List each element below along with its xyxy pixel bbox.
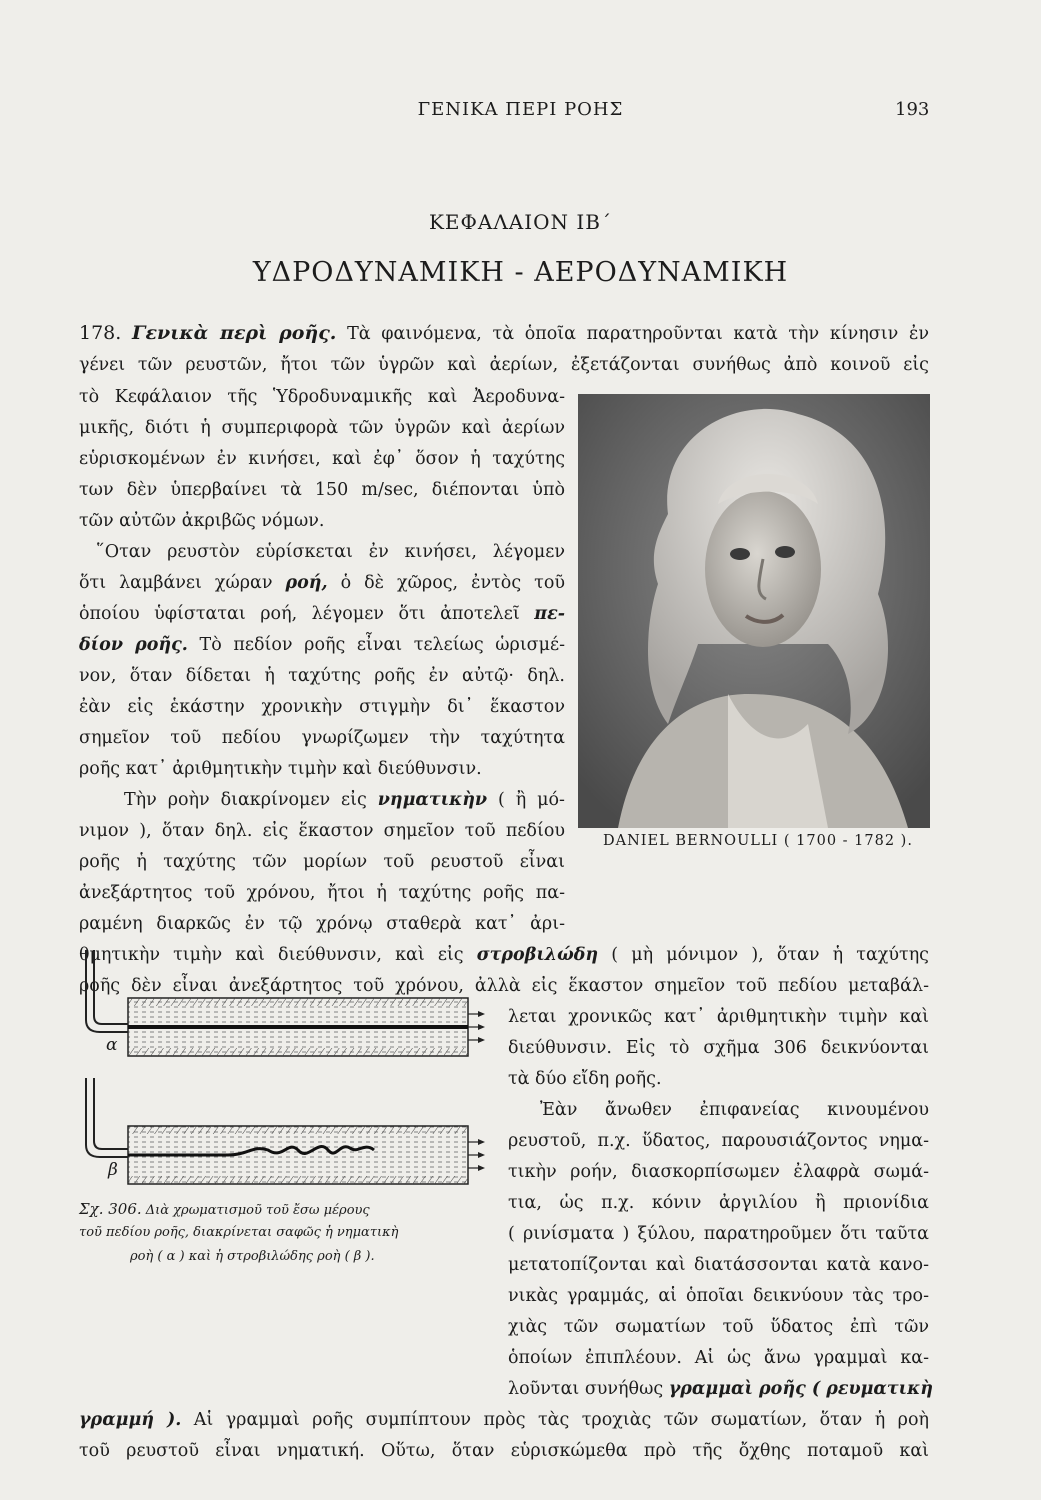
text-line: ρευστοῦ, π.χ. ὕδατος, παρουσιάζοντος νημα- bbox=[508, 1131, 929, 1151]
text-line: τοῦ ρευστοῦ εἶναι νηματική. Οὕτω, ὅταν εὑρισκώμεθα πρὸ τῆς ὄχθης ποταμοῦ καὶ bbox=[79, 1441, 929, 1461]
figure-306 bbox=[78, 950, 498, 1190]
portrait-caption-name: DANIEL BERNOULLI bbox=[603, 833, 779, 849]
text-span: θμητικὴν τιμὴν καὶ διεύθυνσιν, καὶ εἰς bbox=[79, 945, 464, 965]
text-line bbox=[508, 1374, 933, 1404]
text-line: νον, ὅταν δίδεται ἡ ταχύτης ροῆς ἐν αὐτῷ· δηλ. bbox=[79, 666, 565, 686]
figure-caption-number: Σχ. 306. bbox=[79, 1200, 142, 1218]
text-line: των δὲν ὑπερβαίνει τὰ 150 m/sec, διέπονται ὑπὸ bbox=[79, 480, 565, 500]
term-nimatiki: νηματικὴν bbox=[377, 790, 488, 810]
chapter-title: ΥΔΡΟΔΥΝΑΜΙΚΗ - ΑΕΡΟΔΥΝΑΜΙΚΗ bbox=[252, 257, 789, 288]
section-number: 178. bbox=[79, 322, 122, 344]
page-number: 193 bbox=[895, 99, 930, 120]
section-heading: Γενικὰ περὶ ροῆς. bbox=[132, 322, 337, 344]
text-span: λοῦνται συνήθως bbox=[508, 1379, 664, 1399]
term-pedion-part1: πε- bbox=[534, 604, 565, 624]
portrait-drawing bbox=[578, 394, 930, 828]
portrait-caption-years: ( 1700 - 1782 ). bbox=[783, 833, 913, 849]
flow-diagram bbox=[78, 950, 498, 1190]
figure-caption-text: Διὰ χρωματισμοῦ τοῦ ἔσω μέρους bbox=[145, 1203, 370, 1218]
text-line: ἀνεξάρτητος τοῦ χρόνου, ἤτοι ἡ ταχύτης ροῆς πα- bbox=[79, 883, 565, 903]
text-span: ὅτι λαμβάνει χώραν bbox=[79, 573, 273, 593]
text-line: μικῆς, διότι ἡ συμπεριφορὰ τῶν ὑγρῶν καὶ ἀερίων bbox=[79, 418, 565, 438]
figure-label-a: α bbox=[106, 1035, 118, 1055]
text-line: διεύθυνσιν. Εἰς τὸ σχῆμα 306 δεικνύονται bbox=[508, 1038, 929, 1058]
figure-label-b: β bbox=[108, 1160, 118, 1180]
text-span: Τὴν ροὴν διακρίνομεν εἰς bbox=[124, 790, 367, 810]
text-line: τῶν αὐτῶν ἀκριβῶς νόμων. bbox=[79, 511, 325, 531]
text-line: ροῆς δὲν εἶναι ἀνεξάρτητος τοῦ χρόνου, ἀλλὰ εἰς ἕκαστον σημεῖον τοῦ πεδίου μεταβάλ- bbox=[79, 976, 929, 996]
text-span: Αἱ γραμμαὶ ροῆς συμπίπτουν πρὸς τὰς τροχιὰς τῶν σωματίων, ὅταν ἡ ροὴ bbox=[193, 1410, 929, 1430]
text-span: ὁ δὲ χῶρος, ἐντὸς τοῦ bbox=[340, 573, 565, 593]
chapter-label: ΚΕΦΑΛΑΙΟΝ ΙΒ΄ bbox=[428, 210, 613, 234]
portrait-caption bbox=[603, 833, 913, 849]
text-line: ( ρινίσματα ) ξύλου, παρατηροῦμεν ὅτι ταῦτα bbox=[508, 1224, 929, 1244]
term-strovilodi: στροβιλώδη bbox=[476, 945, 599, 965]
term-roi: ροή, bbox=[285, 573, 328, 593]
text-line: νικὰς γραμμάς, αἱ ὁποῖαι δεικνύουν τὰς τρο- bbox=[508, 1286, 929, 1306]
text-line bbox=[124, 785, 565, 815]
text-line: ροῆς ἡ ταχύτης τῶν μορίων τοῦ ρευστοῦ εἶναι bbox=[79, 852, 565, 872]
text-line: τὰ δύο εἴδη ροῆς. bbox=[508, 1069, 662, 1089]
term-pedion-part2: δίον ροῆς. bbox=[79, 635, 188, 655]
text-span: ὁποίου ὑφίσταται ροή, λέγομεν ὅτι ἀποτελεῖ bbox=[79, 604, 520, 624]
text-line: τὸ Κεφάλαιον τῆς Ὑδροδυναμικῆς καὶ Ἀεροδυνα- bbox=[79, 387, 565, 407]
figure-caption-line1 bbox=[79, 1200, 370, 1218]
figure-caption-line3: ροὴ ( α ) καὶ ἡ στροβιλώδης ροὴ ( β ). bbox=[130, 1249, 375, 1264]
text-line: λεται χρονικῶς κατ᾽ ἀριθμητικὴν τιμὴν καὶ bbox=[508, 1007, 929, 1027]
text-line: τικὴν ροήν, διασκορπίσωμεν ἐλαφρὰ σωμά- bbox=[508, 1162, 929, 1182]
text-line: ραμένη διαρκῶς ἐν τῷ χρόνῳ σταθερὰ κατ᾽ ἀρι- bbox=[79, 914, 565, 934]
term-rematiki-grammi: γραμμή ). bbox=[79, 1410, 182, 1430]
term-grammai-rois: γραμμαὶ ροῆς ( ρευματικὴ bbox=[668, 1379, 933, 1399]
text-line: μετατοπίζονται καὶ διατάσσονται κατὰ κανο- bbox=[508, 1255, 929, 1275]
running-title: ΓΕΝΙΚΑ ΠΕΡΙ ΡΟΗΣ bbox=[417, 99, 624, 120]
text-line: ῞Οταν ρευστὸν εὑρίσκεται ἐν κινήσει, λέγομεν bbox=[96, 542, 565, 562]
text-span: Τὰ φαινόμενα, τὰ ὁποῖα παρατηροῦνται κατὰ τὴν κίνησιν ἐν bbox=[347, 324, 929, 344]
text-line: εὑρισκομένων ἐν κινήσει, καὶ ἐφ᾽ ὅσον ἡ ταχύτης bbox=[79, 449, 565, 469]
text-span: ( μὴ μόνιμον ), ὅταν ἡ ταχύτης bbox=[611, 945, 929, 965]
text-line: Ἐὰν ἄνωθεν ἐπιφανείας κινουμένου bbox=[540, 1100, 929, 1120]
text-line bbox=[79, 318, 929, 349]
portrait-image bbox=[578, 394, 930, 828]
text-line: τια, ὡς π.χ. κόνιν ἀργιλίου ἢ πριονίδια bbox=[508, 1193, 929, 1213]
text-line: γένει τῶν ρευστῶν, ἤτοι τῶν ὑγρῶν καὶ ἀερίων, ἐξετάζονται συνήθως ἀπὸ κοινοῦ εἰς bbox=[79, 355, 929, 375]
text-span: ( ἢ μό- bbox=[498, 790, 565, 810]
text-line: χιὰς τῶν σωματίων τοῦ ὕδατος ἐπὶ τῶν bbox=[508, 1317, 929, 1337]
text-line bbox=[79, 568, 565, 598]
text-span: Τὸ πεδίον ροῆς εἶναι τελείως ὡρισμέ- bbox=[199, 635, 565, 655]
text-line bbox=[79, 599, 565, 629]
text-line bbox=[79, 1405, 929, 1435]
text-line: ὁποίων ἐπιπλέουν. Αἱ ὡς ἄνω γραμμαὶ κα- bbox=[508, 1348, 929, 1368]
text-line: νιμον ), ὅταν δηλ. εἰς ἕκαστον σημεῖον τοῦ πεδίου bbox=[79, 821, 565, 841]
text-line: ἐὰν εἰς ἑκάστην χρονικὴν στιγμὴν δι᾽ ἕκαστον bbox=[79, 697, 565, 717]
tube-a bbox=[86, 950, 485, 1056]
text-line: σημεῖον τοῦ πεδίου γνωρίζωμεν τὴν ταχύτητα bbox=[79, 728, 565, 748]
text-line bbox=[79, 630, 565, 660]
figure-caption-line2: τοῦ πεδίου ροῆς, διακρίνεται σαφῶς ἡ νηματικὴ bbox=[79, 1225, 399, 1240]
text-line: ροῆς κατ᾽ ἀριθμητικὴν τιμὴν καὶ διεύθυνσιν. bbox=[79, 759, 482, 779]
tube-b bbox=[86, 1078, 485, 1184]
